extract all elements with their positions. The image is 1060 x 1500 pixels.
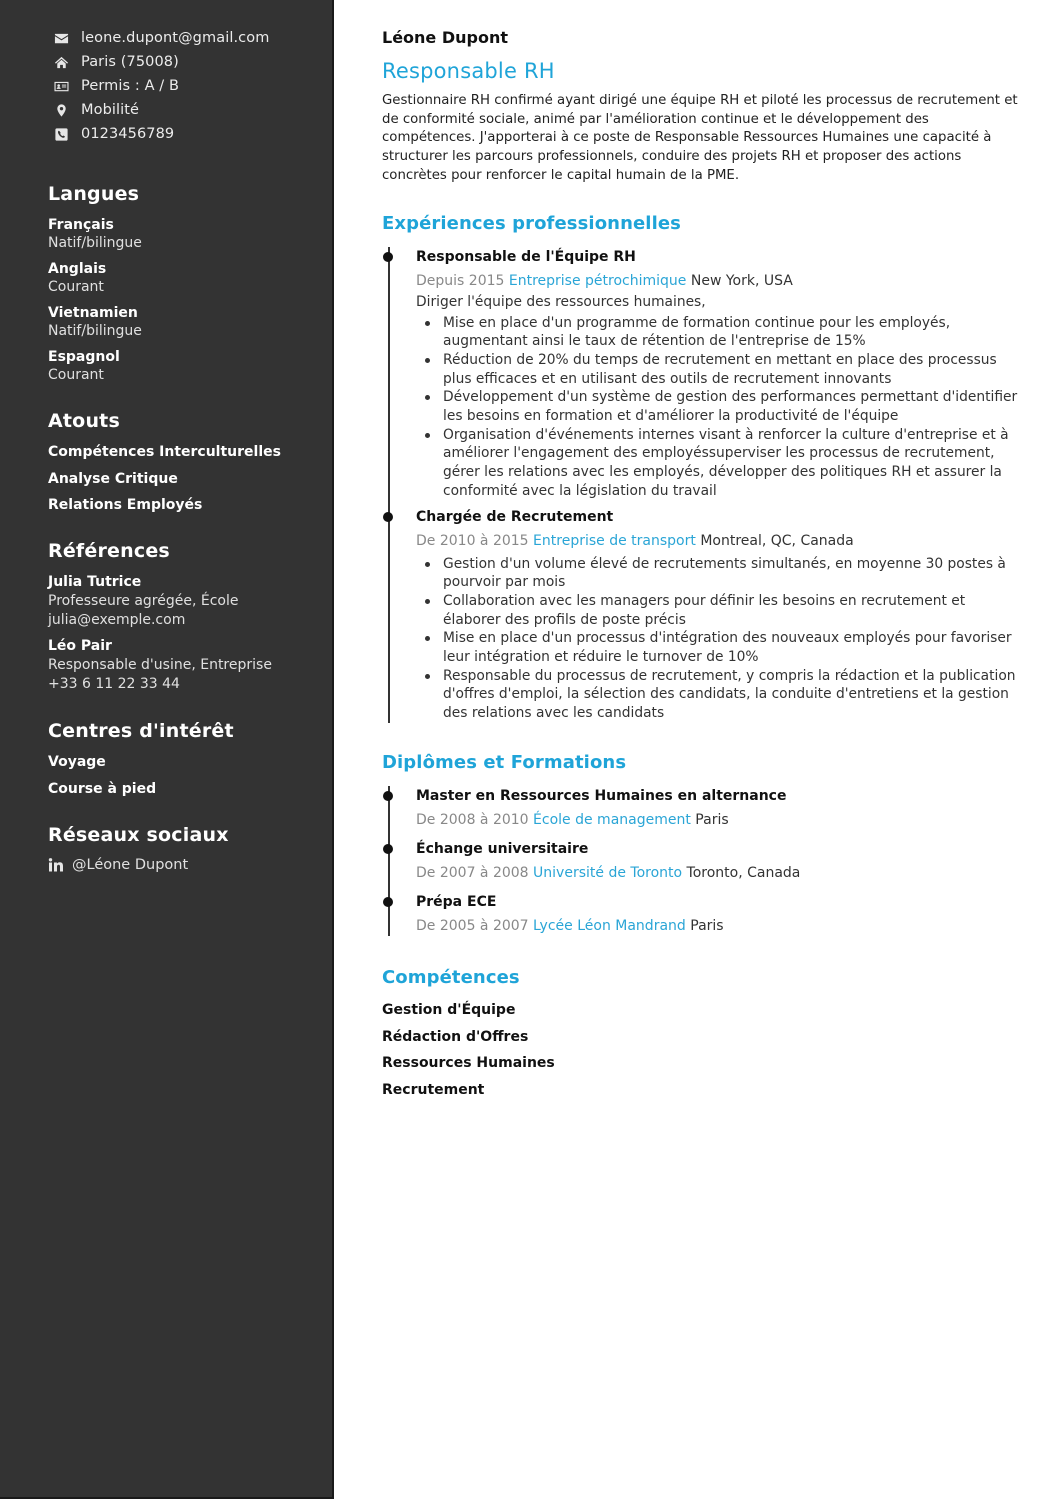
social-section bbox=[48, 824, 332, 873]
language-item: Français Natif/bilingue bbox=[48, 217, 142, 251]
school-name: École de management bbox=[533, 811, 691, 828]
employer-name: Entreprise pétrochimique bbox=[508, 272, 687, 289]
skills-section bbox=[382, 966, 1022, 1099]
experience-timeline bbox=[382, 247, 1022, 723]
school-name: Université de Toronto bbox=[533, 864, 683, 881]
sidebar bbox=[0, 0, 334, 1499]
skill-item: Gestion d'Équipe bbox=[382, 1001, 516, 1018]
education-item: Échange universitaire De 2007 à 2008 Université de Toronto Toronto, Canada bbox=[416, 839, 1022, 883]
education-section bbox=[382, 751, 1022, 936]
reference-email[interactable]: julia@exemple.com bbox=[48, 612, 186, 628]
assets-heading: Atouts bbox=[48, 410, 120, 432]
experience-section bbox=[382, 212, 1022, 723]
timeline-dot-icon bbox=[383, 512, 393, 522]
education-item: Master en Ressources Humaines en alternance De 2008 à 2010 École de management Paris bbox=[416, 786, 1022, 830]
language-item: Anglais Courant bbox=[48, 261, 107, 295]
bullet-item: Organisation d'événements internes visant à renforcer la culture d'entreprise et à améliorer l'engagement des employéssuperviser les processus de recrutement, gérer les relations avec les employés, développer des politiques RH et assurer la conformité avec la législation du travail bbox=[416, 426, 1022, 501]
envelope-icon bbox=[53, 30, 69, 46]
job-title: Responsable RH bbox=[382, 59, 555, 83]
skill-item: Ressources Humaines bbox=[382, 1055, 555, 1072]
languages-heading: Langues bbox=[48, 183, 140, 205]
social-heading: Réseaux sociaux bbox=[48, 823, 229, 846]
degree-title: Échange universitaire bbox=[416, 840, 589, 857]
education-item: Prépa ECE De 2005 à 2007 Lycée Léon Mandrand Paris bbox=[416, 892, 1022, 936]
asset-item: Compétences Interculturelles bbox=[48, 444, 281, 460]
contact-license: Permis : A / B bbox=[48, 74, 332, 98]
experience-description: Diriger l'équipe des ressources humaines, bbox=[416, 293, 706, 310]
linkedin-icon bbox=[48, 857, 64, 873]
contact-phone[interactable]: 0123456789 bbox=[48, 122, 332, 146]
degree-title: Master en Ressources Humaines en alternance bbox=[416, 787, 787, 804]
references-heading: Références bbox=[48, 540, 170, 562]
interests-section bbox=[48, 720, 332, 798]
bullet-item: Collaboration avec les managers pour définir les besoins en recrutement et élaborer des profils de poste précis bbox=[416, 592, 1022, 629]
timeline-dot-icon bbox=[383, 844, 393, 854]
degree-title: Prépa ECE bbox=[416, 893, 497, 910]
timeline-dot-icon bbox=[383, 791, 393, 801]
experience-title: Chargée de Recrutement bbox=[416, 508, 614, 525]
reference-item: Julia Tutrice Professeure agrégée, École julia@exemple.com bbox=[48, 573, 332, 630]
language-item: Vietnamien Natif/bilingue bbox=[48, 305, 142, 339]
bullet-item: Gestion d'un volume élevé de recrutements simultanés, en moyenne 30 postes à pourvoir par mois bbox=[416, 555, 1022, 592]
candidate-name: Léone Dupont bbox=[382, 28, 509, 47]
language-item: Espagnol Courant bbox=[48, 349, 120, 383]
employer-name: Entreprise de transport bbox=[533, 532, 696, 549]
contact-email[interactable]: leone.dupont@gmail.com bbox=[48, 26, 332, 50]
bullet-item: Mise en place d'un processus d'intégration des nouveaux employés pour favoriser leur intégration et réduire le turnover de 10% bbox=[416, 629, 1022, 666]
reference-item: Léo Pair Responsable d'usine, Entreprise +33 6 11 22 33 44 bbox=[48, 637, 332, 694]
bullet-item: Mise en place d'un programme de formation continue pour les employés, augmentant ainsi le taux de rétention de l'entreprise de 15% bbox=[416, 314, 1022, 351]
contact-list bbox=[48, 26, 332, 146]
profile-summary: Gestionnaire RH confirmé ayant dirigé une équipe RH et piloté les processus de recrutement et de conformité sociale, animé par l'amélioration continue et le développement des compétences. J'apporterai à ce poste de Responsable Ressources Humaines une capacité à structurer les parcours professionnels, conduire des projets RH et proposer des actions concrètes pour renforcer le capital humain de la PME. bbox=[382, 93, 1018, 183]
languages-section bbox=[48, 183, 332, 384]
asset-item: Analyse Critique bbox=[48, 470, 178, 487]
references-section bbox=[48, 540, 332, 694]
id-card-icon bbox=[53, 78, 69, 94]
reference-phone[interactable]: +33 6 11 22 33 44 bbox=[48, 676, 180, 692]
asset-item: Relations Employés bbox=[48, 497, 203, 513]
main-content bbox=[382, 27, 1022, 1108]
timeline-dot-icon bbox=[383, 897, 393, 907]
interest-item: Voyage bbox=[48, 754, 106, 770]
experience-bullets bbox=[416, 314, 1022, 501]
experience-heading: Expériences professionnelles bbox=[382, 212, 681, 234]
school-name: Lycée Léon Mandrand bbox=[533, 917, 686, 934]
experience-title: Responsable de l'Équipe RH bbox=[416, 248, 636, 265]
assets-section bbox=[48, 410, 332, 514]
bullet-item: Développement d'un système de gestion des performances permettant d'identifier les besoins en formation et d'améliorer la productivité de l'équipe bbox=[416, 388, 1022, 425]
skill-item: Rédaction d'Offres bbox=[382, 1028, 529, 1045]
education-timeline bbox=[382, 786, 1022, 936]
experience-bullets bbox=[416, 555, 1022, 723]
skills-list bbox=[382, 1001, 1022, 1099]
experience-item bbox=[416, 507, 1022, 723]
skills-heading: Compétences bbox=[382, 966, 520, 988]
experience-meta: De 2010 à 2015 Entreprise de transport Montreal, QC, Canada bbox=[416, 532, 854, 549]
map-pin-icon bbox=[53, 102, 69, 118]
timeline-dot-icon bbox=[383, 252, 393, 262]
interests-heading: Centres d'intérêt bbox=[48, 720, 234, 742]
phone-icon bbox=[53, 126, 69, 142]
interest-item: Course à pied bbox=[48, 780, 157, 797]
experience-item bbox=[416, 247, 1022, 501]
experience-meta: Depuis 2015 Entreprise pétrochimique New York, USA bbox=[416, 272, 793, 289]
home-icon bbox=[53, 54, 69, 70]
contact-address: Paris (75008) bbox=[48, 50, 332, 74]
bullet-item: Responsable du processus de recrutement, y compris la rédaction et la publication d'offres d'emploi, la sélection des candidats, la conduite d'entretiens et la gestion des relations avec les candidats bbox=[416, 667, 1022, 723]
bullet-item: Réduction de 20% du temps de recrutement en mettant en place des processus plus efficaces et en utilisant des outils de recrutement innovants bbox=[416, 351, 1022, 388]
contact-mobility: Mobilité bbox=[48, 98, 332, 122]
education-heading: Diplômes et Formations bbox=[382, 751, 627, 773]
skill-item: Recrutement bbox=[382, 1081, 485, 1098]
linkedin-link[interactable]: @Léone Dupont bbox=[48, 857, 332, 873]
